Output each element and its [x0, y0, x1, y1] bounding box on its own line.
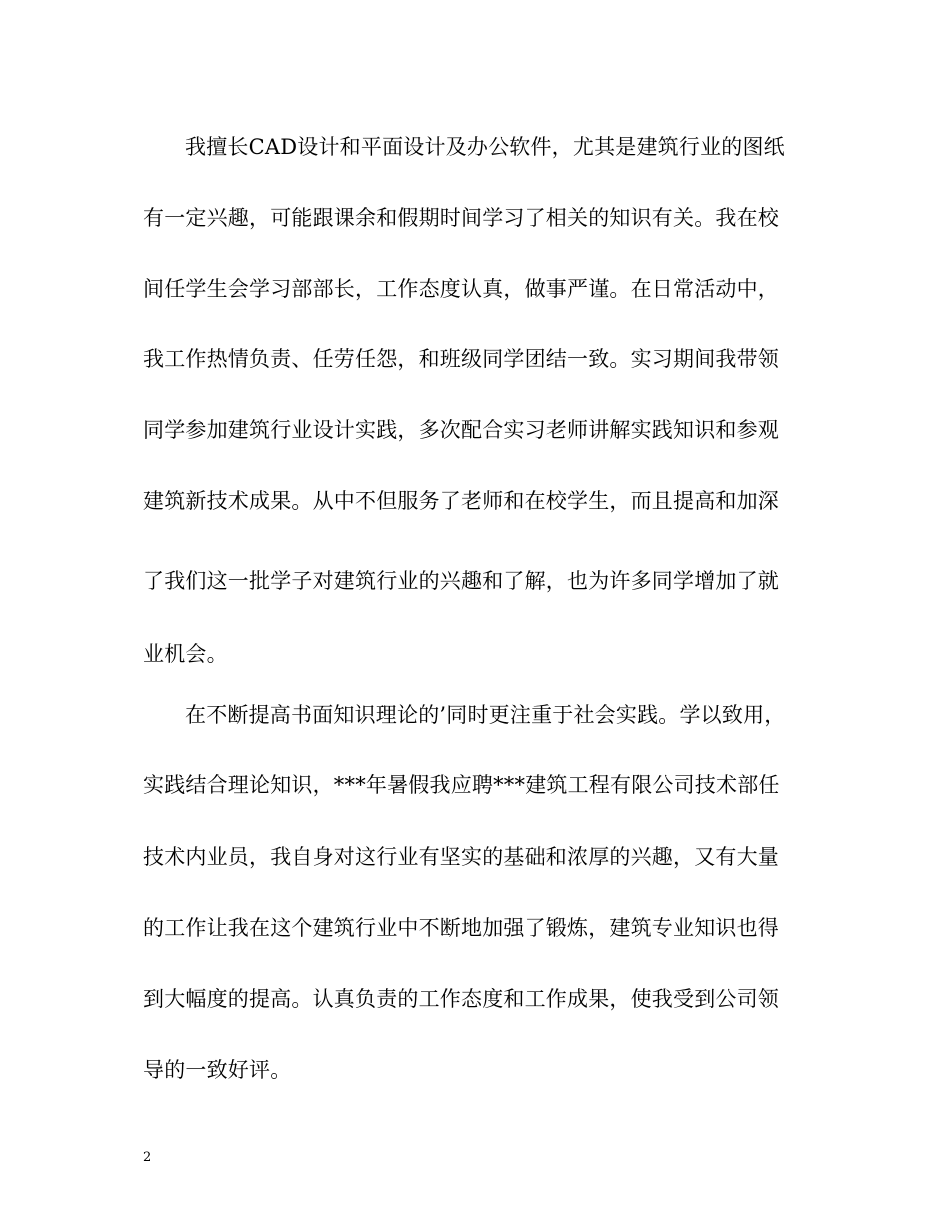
paragraph-1-line-4: 我工作热情负责、任劳任怨，和班级同学团结一致。实习期间我带领 — [143, 347, 779, 371]
paragraph-2-line-2: 实践结合理论知识，***年暑假我应聘***建筑工程有限公司技术部任 — [143, 773, 780, 797]
page-number: 2 — [143, 1150, 152, 1165]
paragraph-1-line-2: 有一定兴趣，可能跟课余和假期时间学习了相关的知识有关。我在校 — [143, 206, 779, 230]
paragraph-1-line-1: 我擅长CAD设计和平面设计及办公软件，尤其是建筑行业的图纸 — [185, 135, 785, 159]
paragraph-2-line-6: 导的一致好评。 — [143, 1058, 292, 1082]
paragraph-1-line-8: 业机会。 — [143, 642, 228, 666]
paragraph-1-line-6: 建筑新技术成果。从中不但服务了老师和在校学生，而且提高和加深 — [143, 489, 779, 513]
paragraph-2-line-5: 到大幅度的提高。认真负责的工作态度和工作成果，使我受到公司领 — [143, 987, 779, 1011]
paragraph-1-line-7: 了我们这一批学子对建筑行业的兴趣和了解，也为许多同学增加了就 — [143, 569, 779, 593]
paragraph-2-line-1: 在不断提高书面知识理论的’同时更注重于社会实践。学以致用， — [185, 703, 786, 727]
paragraph-2-line-4: 的工作让我在这个建筑行业中不断地加强了锻炼，建筑专业知识也得 — [143, 916, 779, 940]
paragraph-2-line-3: 技术内业员，我自身对这行业有坚实的基础和浓厚的兴趣，又有大量 — [143, 845, 779, 869]
paragraph-1-line-5: 同学参加建筑行业设计实践，多次配合实习老师讲解实践知识和参观 — [143, 418, 779, 442]
paragraph-1-line-3: 间任学生会学习部部长，工作态度认真，做事严谨。在日常活动中， — [143, 277, 779, 301]
